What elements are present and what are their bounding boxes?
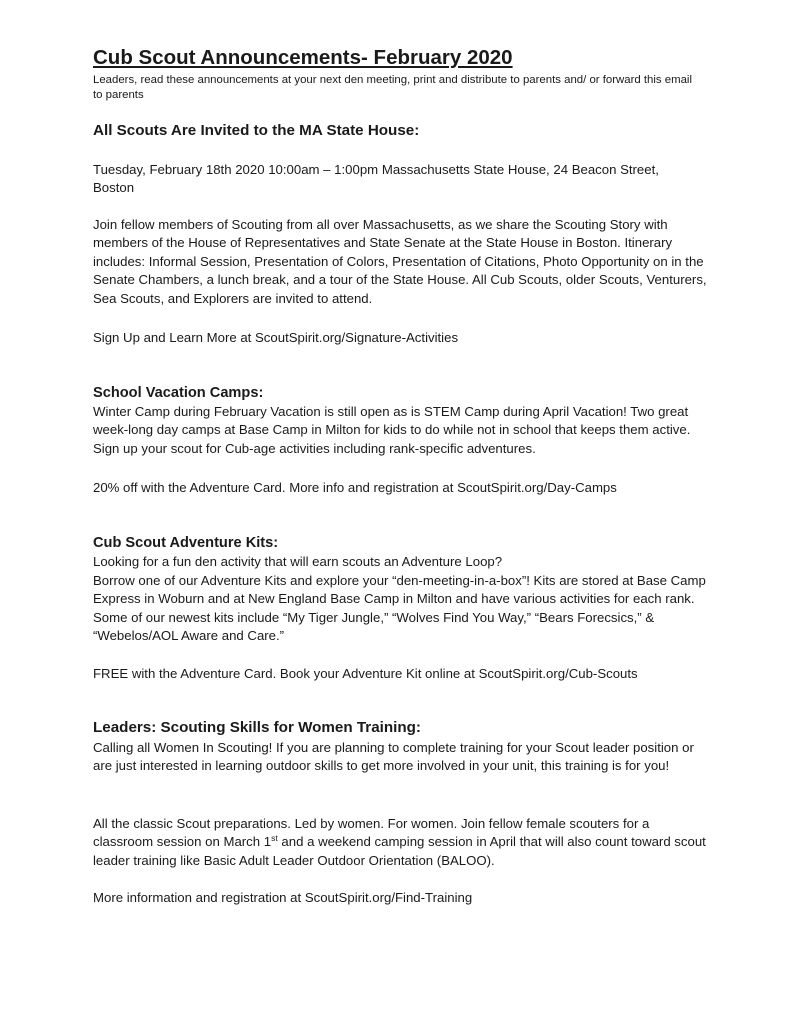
page-subtitle: Leaders, read these announcements at your next den meeting, print and distribute to parents and/ or forward this email to parents [93,74,692,101]
state-house-signup: Sign Up and Learn More at ScoutSpirit.org/Signature-Activities [93,330,459,345]
women-training-details-text-cont: and a weekend camping session in April that will also count toward scout leader training like Basic Adult Leader Outdoor Orientation (BALOO). [93,834,706,868]
section-heading-women-training: Leaders: Scouting Skills for Women Training: [93,719,421,736]
section-heading-adventure-kits: Cub Scout Adventure Kits: [93,535,279,551]
women-training-details [93,815,713,870]
women-training-details-text: All the classic Scout preparations. Led by women. For women. Join fellow female scouters for a classroom session on March 1 [93,816,650,850]
women-training-intro: Calling all Women In Scouting! If you are planning to complete training for your Scout leader position or are just interested in learning outdoor skills to get more involved in your unit, this training is for you! [93,740,694,774]
adventure-kits-intro: Looking for a fun den activity that will earn scouts an Adventure Loop? [93,554,503,569]
page-title: Cub Scout Announcements- February 2020 [93,46,513,69]
section-heading-vacation-camps: School Vacation Camps: [93,385,264,401]
section-heading-state-house: All Scouts Are Invited to the MA State House: [93,122,420,139]
state-house-description: Join fellow members of Scouting from all over Massachusetts, as we share the Scouting Story with members of the House of Representatives and State Senate at the State House in Boston. Itinerary includes: Informal Session, Presentation of Colors, Presentation of Citations, Photo Opportunity on in the Senate Chambers, a lunch break, and a tour of the State House. All Cub Scouts, older Scouts, Venturers, Sea Scouts, and Explorers are invited to attend. [93,217,707,306]
women-training-registration: More information and registration at ScoutSpirit.org/Find-Training [93,890,473,905]
vacation-camps-registration: 20% off with the Adventure Card. More info and registration at ScoutSpirit.org/Day-Camps [93,480,617,495]
state-house-date-location: Tuesday, February 18th 2020 10:00am – 1:00pm Massachusetts State House, 24 Beacon Street, Boston [93,162,659,196]
adventure-kits-description: Borrow one of our Adventure Kits and explore your “den-meeting-in-a-box”! Kits are stored at Base Camp Express in Woburn and at New England Base Camp in Milton and have various activities for each rank. Some of our newest kits include “My Tiger Jungle,” “Wolves Find You Way,” “Bears Forecsics,” & “Webelos/AOL Aware and Care.” [93,573,706,644]
vacation-camps-description: Winter Camp during February Vacation is still open as is STEM Camp during April Vacation! Two great week-long day camps at Base Camp in Milton for kids to do while not in school that keeps them active. Sign up your scout for Cub-age activities including rank-specific adventures. [93,404,691,456]
ordinal-suffix: st [271,833,278,844]
adventure-kits-booking: FREE with the Adventure Card. Book your Adventure Kit online at ScoutSpirit.org/Cub-Scouts [93,666,638,681]
